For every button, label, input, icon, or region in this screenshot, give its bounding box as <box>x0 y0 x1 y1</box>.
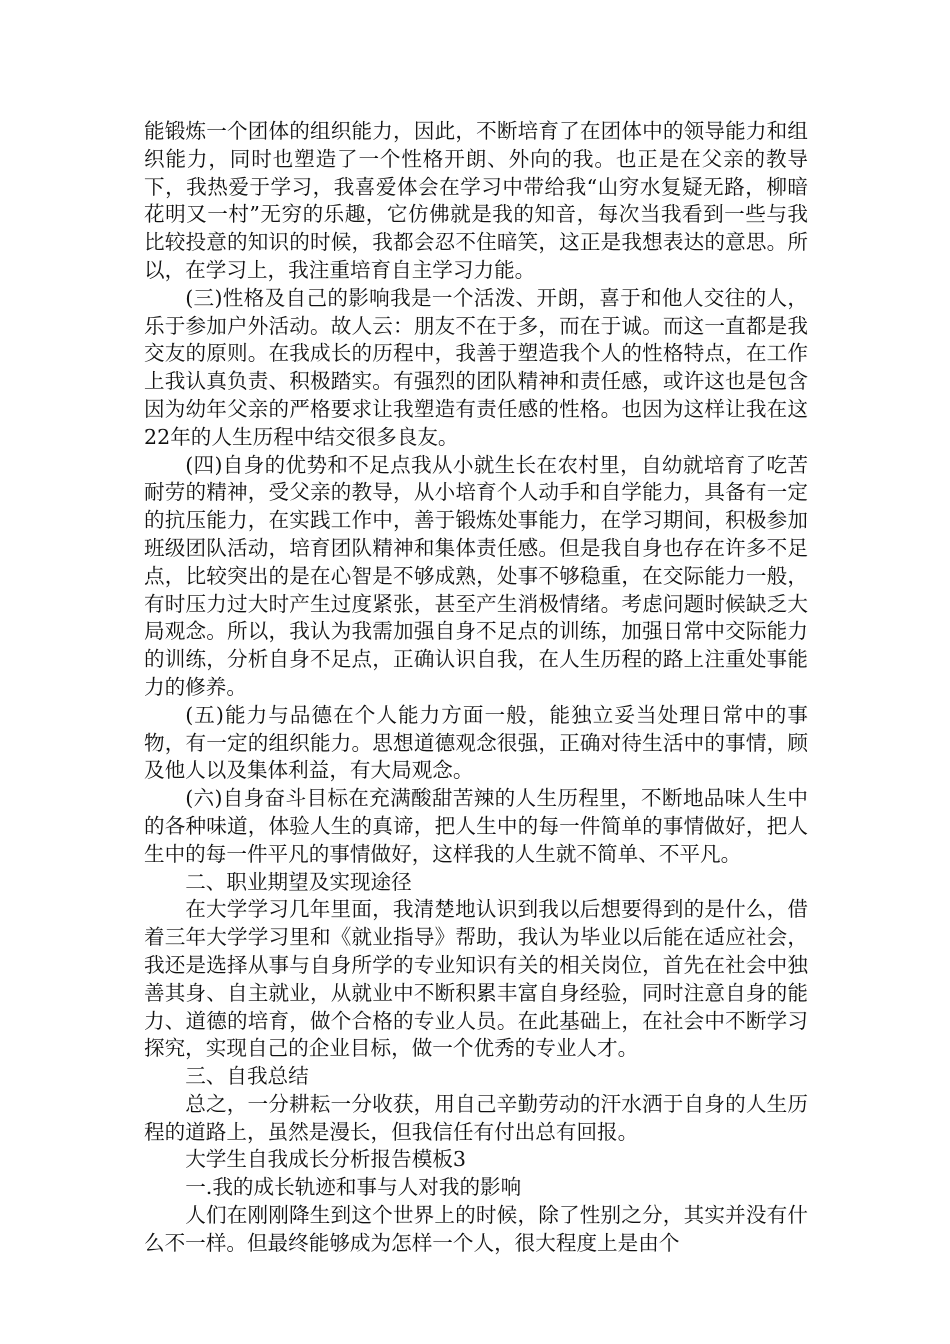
paragraph-personality: (三)性格及自己的影响我是一个活泼、开朗，喜于和他人交往的人，乐于参加户外活动。故人云：朋友不在于多，而在于诚。而这一直都是我交友的原则。在我成长的历程中，我善于塑造我个人的性格特点，在工作上我认真负责、积极踏实。有强烈的团队精神和责任感，或许这也是包含因为幼年父亲的严格要求让我塑造有责任感的性格。也因为这样让我在这22年的人生历程中结交很多良友。 <box>144 285 808 449</box>
document-page <box>144 118 808 1258</box>
section-heading-growth: 一.我的成长轨迹和事与人对我的影响 <box>185 1175 522 1200</box>
paragraph-goals: (六)自身奋斗目标在充满酸甜苦辣的人生历程里，不断地品味人生中的各种味道，体验人生的真谛，把人生中的每一件简单的事情做好，把人生中的每一件平凡的事情做好，这样我的人生就不简单、不平凡。 <box>144 786 808 866</box>
paragraph-summary: 总之，一分耕耘一分收获，用自己辛勤劳动的汗水洒于自身的人生历程的道路上，虽然是漫长，但我信任有付出总有回报。 <box>144 1091 808 1144</box>
paragraph-growth: 人们在刚刚降生到这个世界上的时候，除了性别之分，其实并没有什么不一样。但最终能够成为怎样一个人，很大程度上是由个 <box>144 1203 808 1255</box>
paragraph-continuation: 能锻炼一个团体的组织能力，因此，不断培育了在团体中的领导能力和组织能力，同时也塑造了一个性格开朗、外向的我。也正是在父亲的教导下，我热爱于学习，我喜爱体会在学习中带给我“山穷水复疑无路，柳暗花明又一村”无穷的乐趣，它仿佛就是我的知音，每次当我看到一些与我比较投意的知识的时候，我都会忍不住暗笑，这正是我想表达的意思。所以，在学习上，我注重培育自主学习力能。 <box>144 119 808 282</box>
paragraph-ability-character: (五)能力与品德在个人能力方面一般，能独立妥当处理日常中的事物，有一定的组织能力。思想道德观念很强，正确对待生活中的事情，顾及他人以及集体利益，有大局观念。 <box>144 702 808 783</box>
template-title: 大学生自我成长分析报告模板3 <box>185 1147 467 1172</box>
section-heading-summary: 三、自我总结 <box>185 1064 309 1089</box>
paragraph-career: 在大学学习几年里面，我清楚地认识到我以后想要得到的是什么，借着三年大学学习里和《就业指导》帮助，我认为毕业以后能在适应社会，我还是选择从事与自身所学的专业知识有关的相关岗位，首先在社会中独善其身、自主就业，从就业中不断积累丰富自身经验，同时注意自身的能力、道德的培育，做个合格的专业人员。在此基础上，在社会中不断学习探究，实现自己的企业目标，做一个优秀的专业人才。 <box>144 897 808 1061</box>
paragraph-strengths-weaknesses: (四)自身的优势和不足点我从小就生长在农村里，自幼就培育了吃苦耐劳的精神，受父亲的教导，从小培育个人动手和自学能力，具备有一定的抗压能力，在实践工作中，善于锻炼处事能力，在学习期间，积极参加班级团队活动，培育团队精神和集体责任感。但是我自身也存在许多不足点，比较突出的是在心智是不够成熟，处事不够稳重，在交际能力一般，有时压力过大时产生过度紧张，甚至产生消极情绪。考虑问题时候缺乏大局观念。所以，我认为我需加强自身不足点的训练，加强日常中交际能力的训练，分析自身不足点，正确认识自我，在人生历程的路上注重处事能力的修养。 <box>144 452 808 699</box>
section-heading-career: 二、职业期望及实现途径 <box>185 869 412 894</box>
